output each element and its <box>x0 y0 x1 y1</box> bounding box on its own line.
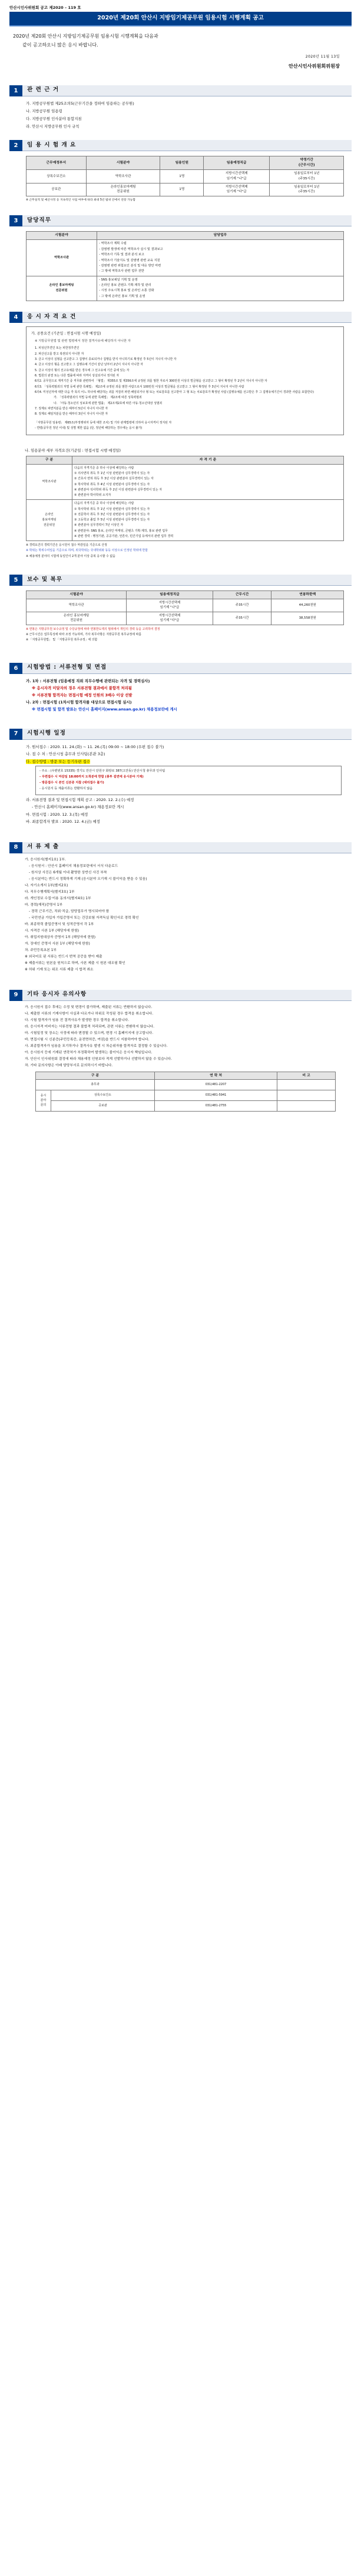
table-header-row <box>27 456 344 464</box>
document-item: 마. 경력(재직)증명서 1부 <box>25 903 63 907</box>
table-header-row <box>27 156 344 170</box>
schedule-item: 라. 서류전형 결과 및 면접시험 계획 공고 : 2020. 12. 2.(수) 예정 <box>26 797 134 802</box>
duty-field: 온라인 홍보마케팅 전문위원 <box>27 276 97 301</box>
disqualification-item: 5. 금고 이상의 형의 선고유예를 받은 경우에 그 선고유예 기간 중에 있는 자 <box>35 368 130 372</box>
detail-requirements-label: 나. 임용분야 세부 자격요건(기준일 : 면접시험 시행 예정일) <box>25 449 121 453</box>
table-cell: 온라인홍보마케팅 전문위원 <box>86 183 160 196</box>
address-line: - 방문접수 시 본인 신분증 지참 (대리접수 불가) <box>39 780 104 785</box>
table-cell: 역학조사관 <box>86 170 160 183</box>
disqualification-item: 8. 징계로 해임처분을 받은 때부터 3년이 지나지 아니한 자 <box>35 412 108 416</box>
requirement-field: 역학조사관 <box>27 464 72 500</box>
note-line: ※ 채용예정 분야의 시험에 동일인이 2개 분야 이상 중복 응시할 수 없음 <box>26 554 115 558</box>
section-3-header <box>9 215 352 226</box>
duty-item: - SNS 홍보채널 기획 및 운영 <box>99 278 138 282</box>
disqualification-item: 6의3. 「성폭력범죄의 처벌 등에 관한 특례법」 제2조에 규정된 죄를 범한 사람으로서 100만원 이상의 벌금형을 선고받고 그 형이 확정된 후 3년이 지나지 아니한 사람 <box>35 385 244 389</box>
table-cell: 지방시간선택제 임기제 "다"급 <box>204 183 270 196</box>
requirement-item: 다음의 자격기준 중 하나 이상에 해당하는 사람 <box>74 502 134 506</box>
exam-stage-2-note: ※ 면접시험 및 합격 발표는 안산시 홈페이지(www.ansan.go.kr) 채용정보란에 게시 <box>32 707 177 712</box>
duty-item: - 그 밖에 역학조사 관련 업무 전반 <box>99 269 144 273</box>
section-6-title: 시험방법 : 서류전형 및 면접 <box>22 663 352 674</box>
document-item: 가. 응시원서(별지1호) 1부. <box>25 857 66 862</box>
intro-line-2: 같이 공고하오니 많은 응시 바랍니다. <box>22 42 98 48</box>
disqualification-item: 3. 금고 이상의 실형을 선고받고 그 집행이 종료되거나 집행을 받지 아니하기로 확정된 후 5년이 지나지 아니한 자 <box>35 358 177 362</box>
requirement-item: ④ 관련분야 실무경력이 7년 이상인 자 <box>74 523 124 528</box>
notice-item: 다. 시험 합격자가 임용 전 결격사유가 발생한 경우 합격을 취소합니다. <box>25 1018 130 1022</box>
document-item: - 국민연금 가입자 가입증명서 또는 건강보험 자격득실 확인서로 경력 확인 <box>29 916 139 920</box>
notice-item: 차. 기타 문의사항은 아래 담당부서로 문의하시기 바랍니다. <box>25 1063 113 1067</box>
contact-phone: 031)481-2207 <box>154 1080 277 1090</box>
section-4-number: 4 <box>9 312 22 323</box>
notice-title: 2020년 제20회 안산시 지방임기제공무원 임용시험 시행계획 공고 <box>9 12 352 25</box>
table-row <box>27 464 344 500</box>
duty-field: 역학조사관 <box>27 240 97 276</box>
address-line: - 주소 : (우편번호 15335) 경기도 안산시 단원구 화랑로 387(고잔동) 안산시청 총무과 인사팀 <box>39 769 165 773</box>
table-cell: 1명 <box>160 170 204 183</box>
document-item: 다. 직무수행계획서(별지3호) 1부 <box>25 890 75 894</box>
table-cell: 지방시간선택제 임기제 "다"급 <box>127 612 213 625</box>
requirement-item: ① 학사학위 취득 후 1년 이상 관련분야 실무경력이 있는 자 <box>74 507 150 511</box>
notice-item: 자. 안산시 인사위원회 결정에 따라 채용예정 인원보다 적게 선발하거나 선발하지 않을 수 있습니다. <box>25 1057 172 1061</box>
requirement-item: ② 간호사 면허 취득 후 3년 이상 관련분야 실무경력이 있는 자 <box>74 477 154 481</box>
document-item: - 경력 근무기간, 직위·직급, 담당업무가 명시되어야 함 <box>29 909 110 913</box>
disqualification-item: 6. 법원의 판결 또는 다른 법률에 따라 자격이 상실되거나 정지된 자 <box>35 374 120 378</box>
notice-item: 아. 응시원서 등에 기재된 연락처가 부정확하여 발생하는 불이익은 응시자 책임입니다. <box>25 1050 153 1055</box>
document-item: 바. 최종학력 졸업증명서 및 성적증명서 각 1부 <box>25 922 94 926</box>
contact-note <box>277 1090 336 1101</box>
requirement-item: ③ 학사학위 취득 후 4년 이상 관련분야 실무경력이 있는 자 <box>74 482 150 486</box>
note-line: ※ 근무시간은 업무특성에 따라 조정 가능하며, 기타 복무사항은 지방공무원 복무규정에 따름 <box>26 632 142 636</box>
requirements-notes <box>9 543 352 559</box>
table-row <box>27 612 344 625</box>
section-2-header <box>9 140 352 151</box>
notice-item: 바. 면접시험 시 신분증(주민등록증, 운전면허증, 여권)을 반드시 지참하여야 합니다. <box>25 1037 150 1042</box>
table-cell: 임용일로부터 1년 (주35시간) <box>270 170 344 183</box>
exam-stage-1-note: ※ 서류전형 합격자는 면접시험 예정 인원의 3배수 이상 선발 <box>32 693 133 698</box>
notice-item: 라. 응시자격 미비자는 서류전형 결과 불합격 처리되며, 관련 서류는 반환하지 않습니다. <box>25 1025 154 1029</box>
table-row <box>36 1080 336 1090</box>
section-1-list <box>9 100 352 131</box>
table-header-row <box>27 232 344 240</box>
document-item: ※ 허위 기재 또는 위조 서류 제출 시 합격 취소 <box>25 967 94 972</box>
exam-stage-2: 나. 2차 : 면접시험 (1차시험 합격자를 대상으로 면접시험 실시) <box>26 700 132 705</box>
table-row <box>27 599 344 612</box>
table-cell: 역학조사관 <box>27 599 127 612</box>
document-item: 나. 자기소개서 1부(별지2호) <box>25 883 68 887</box>
column-header: 구 분 <box>36 1072 155 1080</box>
documents-list <box>9 857 352 973</box>
table-row <box>36 1101 336 1112</box>
section-5-title: 보수 및 복무 <box>22 575 352 586</box>
section-7-title: 시험시행 일정 <box>22 729 352 740</box>
document-item: 사. 자격증 사본 1부 (해당자에 한함) <box>25 929 80 933</box>
schedule-item-highlight: 다. 접수방법 : 방문 또는 등기우편 접수 <box>26 759 90 764</box>
notice-date: 2020년 11월 13일 <box>305 54 340 59</box>
document-item: - 응시분야는 반드시 정확하게 기재 (응시분야 오기재 시 불이익을 받을 수 있음) <box>29 877 147 881</box>
duty-item: - 감염병 관련 위험요인 분석 및 대응 방안 마련 <box>99 263 161 268</box>
document-item: - 응시원서 : 안산시 홈페이지 채용정보란에서 서식 다운로드 <box>29 864 118 868</box>
disqualification-item: 6의2. 공무원으로 재직기간 중 직무와 관련하여 「형법」 제355조 및 제356조에 규정된 죄를 범한 자로서 300만원 이상의 벌금형을 선고받고 그 형이 확정된 후 2년이 지나지 아니한 자 <box>35 379 267 383</box>
basis-item: 가. 지방공무원법 제25조의5(근무기간을 정하여 임용하는 공무원) <box>26 101 134 106</box>
notices-list <box>9 1005 352 1069</box>
table-header-row <box>27 591 344 599</box>
duty-item: - 역학조사 기술지도 및 감염병 관련 교육 지원 <box>99 258 160 262</box>
contact-table <box>35 1072 336 1112</box>
requirement-item: ※ 관련 경력 : 행정기관, 공공기관, 언론사, 민간기업 등에서의 관련 업무 경력 <box>74 534 174 538</box>
requirement-list <box>72 500 344 541</box>
section-8-number: 8 <box>9 842 22 853</box>
section-5-header <box>9 575 352 586</box>
column-header: 약정기간 (근무시간) <box>270 156 344 170</box>
note-line: ※ 학위는 학위수여일을 기준으로 하며, 외국학위는 국내학위와 동등 이상으로 인정된 학위에 한함 <box>26 549 148 553</box>
section-6-number: 6 <box>9 663 22 674</box>
submission-address-box <box>35 766 342 795</box>
common-requirements-box <box>26 326 344 435</box>
exam-stage-1: 가. 1차 : 서류전형 (임용예정 직위 직무수행에 관련되는 자격 및 경력심사) <box>26 678 150 683</box>
contact-dept: 공보관 <box>51 1101 155 1112</box>
section-9-header <box>9 990 352 1001</box>
column-header: 자 격 기 준 <box>72 456 344 464</box>
table-row <box>27 500 344 541</box>
contact-group: 응시 분야 문의 <box>36 1090 51 1112</box>
table-cell: 주35시간 <box>213 599 271 612</box>
schedule-item: 마. 면접시험 : 2020. 12. 3.(목) 예정 <box>26 812 88 817</box>
schedule-item: 나. 접 수 처 : 안산시청 총무과 인사팀(본관 3층) <box>26 752 105 757</box>
requirement-item: ※ 관련분야: SNS 홍보, 온라인 마케팅, 콘텐츠 기획·제작, 홍보 관련 업무 <box>74 529 168 533</box>
title-underline <box>9 25 352 26</box>
schedule-item <box>26 758 352 765</box>
table-cell: 지방시간선택제 임기제 "나"급 <box>127 599 213 612</box>
section-2-title: 임 용 시 험 개 요 <box>22 140 352 151</box>
duty-item: - 그 밖에 온라인 홍보 기획 및 운영 <box>99 294 145 298</box>
section-1-header <box>9 85 352 96</box>
schedule-item: 바. 최종합격자 발표 : 2020. 12. 4.(금) 예정 <box>26 819 100 825</box>
column-header: 임용예정직급 <box>204 156 270 170</box>
section-9-number: 9 <box>9 990 22 1001</box>
section-3-number: 3 <box>9 215 22 226</box>
requirement-item: ⑤ 관련분야 박사학위 소지자 <box>74 493 111 498</box>
document-item: 차. 주민등록초본 1부 <box>25 948 57 952</box>
exam-method <box>9 678 352 713</box>
table-cell: 지방시간선택제 임기제 "나"급 <box>204 170 270 183</box>
disqualification-subitem: 가. 「성폭력범죄의 처벌 등에 관한 특례법」 제2조에 따른 성폭력범죄 <box>54 396 142 400</box>
table-cell: 임용일로부터 1년 (주35시간) <box>270 183 344 196</box>
document-item: - 원서상 사진은 6개월 이내 촬영한 상반신 사진 부착 <box>29 870 107 875</box>
salary-table <box>26 590 344 625</box>
column-header: 시험분야 <box>27 232 97 240</box>
column-header: 비 고 <box>277 1072 336 1080</box>
duty-item: - 감염병 발생에 따른 역학조사 실시 및 결과보고 <box>99 247 163 251</box>
exam-stage-1-note: ※ 응시자격 미달자의 경우 서류전형 결과에서 불합격 처리됨 <box>32 685 132 690</box>
column-header: 담당업무 <box>97 232 344 240</box>
column-header: 임용인원 <box>160 156 204 170</box>
note-line: ※ 경력요건의 경력기간은 응시원서 접수 마감일을 기준으로 산정 <box>26 543 107 548</box>
table-header-row <box>36 1072 336 1080</box>
note-line: ※ 「지방공무원법」 및 「지방공무원 복무규정」에 의함 <box>26 638 98 642</box>
section-7-header <box>9 729 352 740</box>
table-cell: 상록수보건소 <box>27 170 87 183</box>
column-header: 시험분야 <box>27 591 127 599</box>
basis-item: 나. 지방공무원 임용령 <box>26 109 62 114</box>
disqualification-item: 7. 징계로 파면처분을 받은 때부터 5년이 지나지 아니한 자 <box>35 406 108 411</box>
table-cell: 38,558천원 <box>271 612 344 625</box>
requirement-item: ③ 고등학교 졸업 후 5년 이상 관련분야 실무경력이 있는 자 <box>74 518 150 522</box>
schedule-item: - 안산시 홈페이지(www.ansan.go.kr) 채용정보란 게시 <box>32 805 124 810</box>
section-2-number: 2 <box>9 140 22 151</box>
table-row <box>27 183 344 196</box>
column-header: 연 락 처 <box>154 1072 277 1080</box>
duty-item: - 역학조사 계획 수립 <box>99 242 127 246</box>
requirement-item: ② 전문학사 취득 후 3년 이상 관련분야 실무경력이 있는 자 <box>74 512 150 516</box>
basis-item: 라. 안산시 지방공무원 인사 규칙 <box>26 124 80 129</box>
exam-schedule-dates <box>9 796 352 826</box>
duty-list <box>97 276 344 301</box>
common-requirements-subheading: ※ 지방공무원법 및 관련 법령에서 정한 결격사유에 해당하지 아니한 자 <box>35 339 131 343</box>
contact-note <box>277 1101 336 1112</box>
section-3-title: 담당직무 <box>22 215 352 226</box>
document-item: ※ 제출서류는 원본을 원칙으로 하며, 사본 제출 시 원본 대조필 확인 <box>25 961 125 965</box>
section-5-number: 5 <box>9 575 22 586</box>
requirement-field: 온라인 홍보마케팅 전문위원 <box>27 500 72 541</box>
duty-list <box>97 240 344 276</box>
duty-item: - 온라인 홍보 콘텐츠 기획·제작 및 관리 <box>99 283 151 287</box>
contact-note <box>277 1080 336 1090</box>
detail-requirements-table <box>26 456 344 541</box>
salary-notes <box>9 627 352 643</box>
duties-table <box>26 231 344 301</box>
contact-phone: 031)481-5941 <box>154 1090 277 1101</box>
document-item: 자. 장애인 증명서 사본 1부 (해당자에 한함) <box>25 942 90 946</box>
contact-phone: 031)481-2755 <box>154 1101 277 1112</box>
table-cell: 44,260천원 <box>271 599 344 612</box>
requirement-list <box>72 464 344 500</box>
exam-overview-table <box>26 156 344 196</box>
requirement-item: ① 의사면허 취득 후 1년 이상 관련분야 실무경력이 있는 자 <box>74 472 150 476</box>
table-cell: 1명 <box>160 183 204 196</box>
duty-item: - 역학조사 기록 및 결과 분석 보고 <box>99 253 144 257</box>
section-7-number: 7 <box>9 729 22 740</box>
section-8-title: 서 류 제 출 <box>22 842 352 853</box>
disqualification-subitem: 나. 「아동·청소년의 성보호에 관한 법률」 제2조제2호에 따른 아동·청소년대상 성범죄 <box>54 401 163 405</box>
table-row <box>27 240 344 276</box>
requirement-item: ④ 관련분야 석사학위 취득 후 2년 이상 관련분야 실무경력이 있는 자 <box>74 488 163 492</box>
contact-dept: 상록수보건소 <box>51 1090 155 1101</box>
address-line: - 응시원서 등 제출서류는 반환하지 않음 <box>39 786 93 790</box>
duty-item: - 시정 주요시책 홍보 및 온라인 소통 강화 <box>99 289 154 293</box>
document-number: 안산시인사위원회 공고 제2020 – 119 호 <box>9 5 81 10</box>
note-line: ※ 연봉은 지방공무원 보수규정 및 수당규정에 따라 연봉한도액의 범위에서 개인의 경력 등을 고려하여 결정 <box>26 627 160 631</box>
disqualification-item: 4. 금고 이상의 형을 선고받고 그 집행유예 기간이 끝난 날부터 2년이 지나지 아니한 자 <box>35 363 143 367</box>
contact-dept: 총무과 <box>36 1080 155 1090</box>
section-2-note: ※ 근무실적 및 예산사정 등 지속적인 사업 여부에 따라 최대 5년 범위 안에서 연장 가능함 <box>26 199 135 202</box>
intro <box>9 32 352 49</box>
notice-item: 나. 제출한 서류의 기재사항이 사실과 다르거나 허위로 작성된 경우 합격을 취소합니다. <box>25 1012 154 1016</box>
column-header: 시험분야 <box>86 156 160 170</box>
disqualification-item: 6의4. 미성년자에 대한 다음 각 목의 어느 하나에 해당하는 죄를 저질러 파면·해임되거나 형 또는 치료감호를 선고받아 그 형 또는 치료감호가 확정된 사람 (집행유예를 선고받은 후 그 집행유예기간이 경과한 사람을 포함한다) <box>35 390 314 394</box>
document-item: 라. 개인정보 수집·이용 동의서(별지4호) 1부 <box>25 896 91 900</box>
address-line: - 우편접수 시 마감일 18:00까지 도착분에 한함 (봉투 겉면에 응시분야 기재) <box>39 775 144 779</box>
notice-item: 사. 최종합격자가 임용을 포기하거나 결격사유 발생 시 차순위자를 합격자로 결정할 수 있습니다. <box>25 1044 168 1048</box>
basis-item: 다. 지방공무원 인사분야 통합지침 <box>26 116 82 122</box>
section-6-header <box>9 663 352 674</box>
schedule-item: 가. 원서접수 : 2020. 11. 24.(화) ~ 11. 26.(목) 09:00 ~ 18:00 (우편 접수 불가) <box>26 744 164 749</box>
section-8-header <box>9 842 352 853</box>
table-row <box>27 170 344 183</box>
table-row <box>36 1090 336 1101</box>
column-header: 임용예정직급 <box>127 591 213 599</box>
section-4-header <box>9 312 352 323</box>
disqualification-item: 1. 피성년후견인 또는 피한정후견인 <box>35 346 80 351</box>
requirements-footnote: - 연령(공무원 정년 이내) 및 성별 제한 없음 (단, 정년에 해당하는 경우에는 응시 불가) <box>35 426 143 430</box>
table-cell: 공보관 <box>27 183 87 196</box>
column-header: 연봉하한액 <box>271 591 344 599</box>
notice-issuer: 안산시인사위원회위원장 <box>288 63 340 69</box>
common-requirements-heading: 가. 공통요건 (기준일 : 면접시험 시행 예정일) <box>31 332 101 336</box>
exam-schedule <box>9 743 352 765</box>
section-1-title: 관 련 근 거 <box>22 85 352 96</box>
intro-line-1: 2020년 제20회 안산시 지방임기제공무원 임용시험 시행계획을 다음과 <box>13 33 158 39</box>
section-9-title: 기타 응시자 유의사항 <box>22 990 352 1001</box>
requirements-footnote: 「지방공무원 임용령」 제65조(부정행위자 등에 대한 조치) 및 기타 관계법령에 의하여 응시자격이 정지된 자 <box>35 421 172 425</box>
section-1-number: 1 <box>9 85 22 96</box>
requirement-item: 다음의 자격기준 중 하나 이상에 해당하는 사람 <box>74 466 134 470</box>
table-row <box>27 276 344 301</box>
table-cell: 주35시간 <box>213 612 271 625</box>
section-4-title: 응 시 자 격 요 건 <box>22 312 352 323</box>
table-cell: 온라인 홍보마케팅 전문위원 <box>27 612 127 625</box>
document-item: 아. 취업지원대상자 증명서 1부 (해당자에 한함) <box>25 935 96 939</box>
document-item: ※ 외국어로 된 서류는 반드시 번역 공증을 받아 제출 <box>25 955 102 959</box>
column-header: 근무예정부서 <box>27 156 87 170</box>
disqualification-item: 2. 파산선고를 받고 복권되지 아니한 자 <box>35 352 84 356</box>
column-header: 구 분 <box>27 456 72 464</box>
notice-item: 마. 시험일정 및 장소는 사정에 따라 변경될 수 있으며, 변경 시 홈페이지에 공고합니다. <box>25 1031 154 1035</box>
notice-item: 가. 응시원서 접수 후에는 수정 및 변경이 불가하며, 제출된 서류는 반환하지 않습니다. <box>25 1005 153 1009</box>
column-header: 근무시간 <box>213 591 271 599</box>
